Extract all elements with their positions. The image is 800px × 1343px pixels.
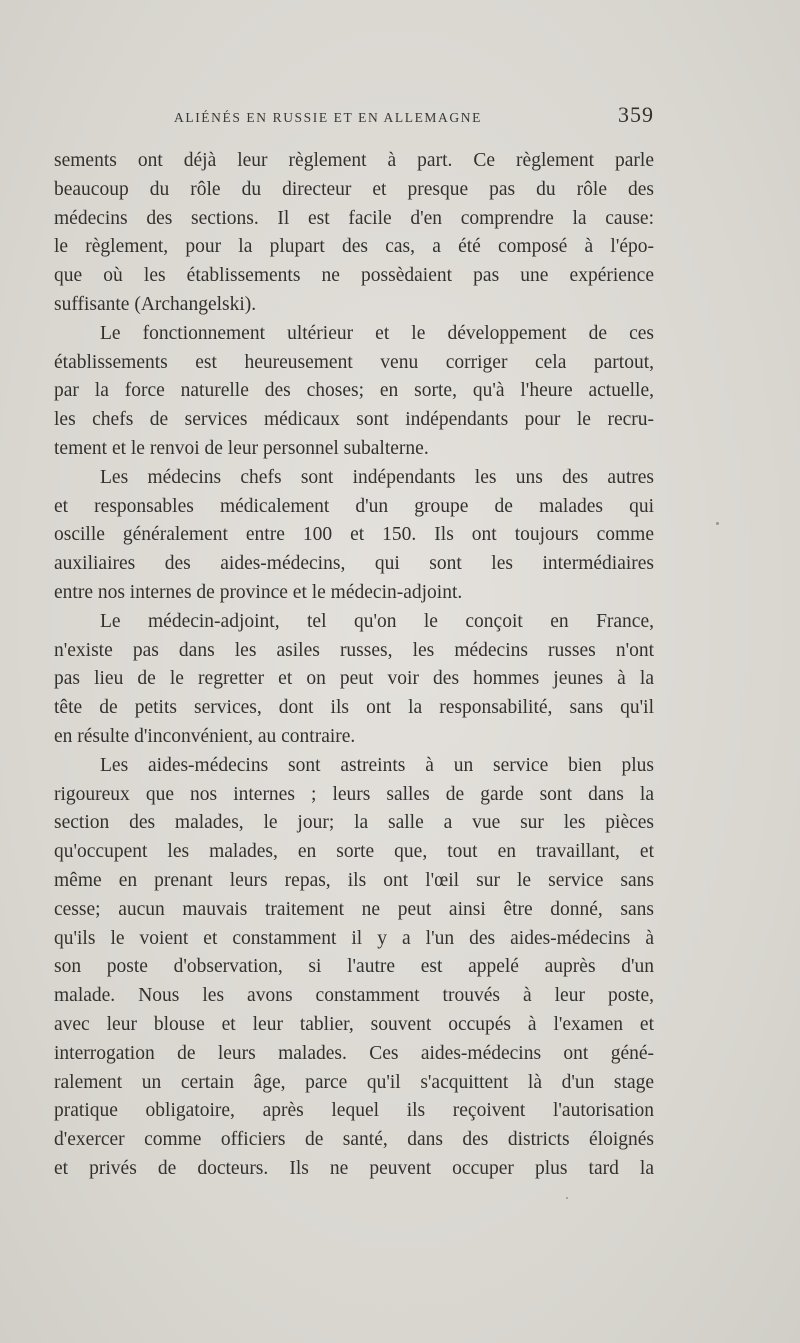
text-line: Les aides-médecins sont astreints à un service bien plus (100, 754, 654, 776)
running-head (54, 102, 654, 132)
text-line: oscille généralement entre 100 et 150. Ils ont toujours comme (54, 524, 654, 546)
body-text (54, 147, 654, 1184)
text-line: section des malades, le jour; la salle a vue sur les pièces (54, 812, 654, 834)
text-line: par la force naturelle des choses; en sorte, qu'à l'heure actuelle, (54, 380, 654, 402)
text-line: le règlement, pour la plupart des cas, a été composé à l'épo- (54, 236, 654, 258)
text-line: cesse; aucun mauvais traitement ne peut ainsi être donné, sans (54, 898, 654, 920)
text-line: même en prenant leurs repas, ils ont l'œil sur le service sans (54, 869, 654, 891)
text-line: beaucoup du rôle du directeur et presque pas du rôle des (54, 178, 654, 200)
text-line: qu'occupent les malades, en sorte que, tout en travaillant, et (54, 841, 654, 863)
paper-speck (716, 522, 719, 525)
text-line: tement et le renvoi de leur personnel subalterne. (54, 437, 429, 459)
page-number: 359 (618, 102, 654, 127)
text-line: et privés de docteurs. Ils ne peuvent occuper plus tard la (54, 1157, 654, 1179)
text-line: qu'ils le voient et constamment il y a l'un des aides-médecins à (54, 927, 654, 949)
text-line: d'exercer comme officiers de santé, dans des districts éloignés (54, 1129, 654, 1151)
text-line: que où les établissements ne possèdaient pas une expérience (54, 265, 654, 287)
paper-speck (566, 1197, 568, 1199)
text-line: tête de petits services, dont ils ont la responsabilité, sans qu'il (54, 697, 654, 719)
text-line: Le médecin-adjoint, tel qu'on le conçoit en France, (100, 610, 654, 632)
text-line: Le fonctionnement ultérieur et le développement de ces (100, 322, 654, 344)
text-line: pas lieu de le regretter et on peut voir des hommes jeunes à la (54, 668, 654, 690)
text-line: interrogation de leurs malades. Ces aides-médecins ont géné- (54, 1042, 654, 1064)
text-line: son poste d'observation, si l'autre est appelé auprès d'un (54, 956, 654, 978)
text-line: sements ont déjà leur règlement à part. Ce règlement parle (54, 150, 654, 171)
text-line: les chefs de services médicaux sont indépendants pour le recru- (54, 409, 654, 431)
text-line: pratique obligatoire, après lequel ils reçoivent l'autorisation (54, 1100, 654, 1122)
text-line: médecins des sections. Il est facile d'en comprendre la cause: (54, 207, 654, 229)
text-line: avec leur blouse et leur tablier, souvent occupés à l'examen et (54, 1013, 654, 1035)
text-line: Les médecins chefs sont indépendants les uns des autres (100, 466, 654, 488)
text-line: n'existe pas dans les asiles russes, les médecins russes n'ont (54, 639, 654, 661)
text-line: rigoureux que nos internes ; leurs salles de garde sont dans la (54, 783, 654, 805)
text-line: établissements est heureusement venu corriger cela partout, (54, 351, 654, 373)
text-line: et responsables médicalement d'un groupe de malades qui (54, 495, 654, 517)
text-line: malade. Nous les avons constamment trouvés à leur poste, (54, 985, 654, 1007)
text-line: auxiliaires des aides-médecins, qui sont les intermédiaires (54, 553, 654, 575)
text-line: ralement un certain âge, parce qu'il s'acquittent là d'un stage (54, 1071, 654, 1093)
text-line: entre nos internes de province et le médecin-adjoint. (54, 581, 463, 603)
text-line: suffisante (Archangelski). (54, 293, 257, 315)
running-head-title: ALIÉNÉS EN RUSSIE ET EN ALLEMAGNE (174, 110, 482, 125)
text-line: en résulte d'inconvénient, au contraire. (54, 725, 356, 747)
